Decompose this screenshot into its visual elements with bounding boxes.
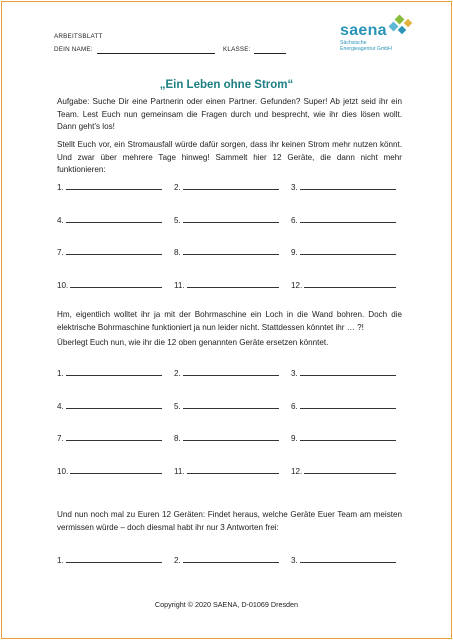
task2-paragraph: Überlegt Euch nun, wie ihr die 12 oben genannten Geräte ersetzen könntet. — [57, 338, 329, 347]
drill-paragraph: Hm, eigentlich wolltet ihr ja mit der Bohrmaschine ein Loch in die Wand bohren. Doch die elektrische Bohrmaschine funktioniert ja nun leider nicht. Stattdessen könntet ihr … ?! — [57, 310, 402, 332]
answer-line[interactable] — [300, 400, 396, 409]
answer-blank[interactable] — [174, 246, 279, 257]
answer-row — [57, 181, 402, 193]
answer-line[interactable] — [300, 432, 396, 441]
answer-blank[interactable] — [174, 465, 279, 476]
answer-number: 7. — [57, 248, 64, 257]
answer-blank[interactable] — [57, 400, 162, 411]
answer-blank[interactable] — [291, 400, 396, 411]
answer-number: 1. — [57, 556, 64, 565]
answer-row — [57, 214, 402, 226]
answer-line[interactable] — [66, 367, 162, 376]
answer-line[interactable] — [300, 246, 396, 255]
worksheet-label: ARBEITSBLATT — [54, 33, 103, 40]
answer-number: 8. — [174, 434, 181, 443]
answer-row — [57, 279, 402, 291]
answer-number: 3. — [291, 369, 298, 378]
answer-blank[interactable] — [57, 465, 162, 476]
logo-wordmark: saena — [340, 22, 387, 39]
logo-square-4 — [398, 26, 406, 34]
answer-line[interactable] — [66, 181, 162, 190]
answer-blank[interactable] — [57, 279, 162, 290]
answer-line[interactable] — [70, 279, 162, 288]
answer-number: 2. — [174, 556, 181, 565]
answer-blank[interactable] — [174, 214, 279, 225]
answer-blank[interactable] — [291, 465, 396, 476]
name-label: DEIN NAME: — [54, 46, 93, 53]
answer-line[interactable] — [66, 246, 162, 255]
answer-number: 11. — [174, 280, 185, 290]
answer-blank[interactable] — [174, 279, 279, 290]
answer-number: 3. — [291, 556, 298, 565]
answer-blank[interactable] — [174, 181, 279, 192]
logo-square-2 — [404, 19, 412, 27]
answer-number: 4. — [57, 401, 64, 411]
answer-line[interactable] — [183, 400, 279, 409]
answer-line[interactable] — [187, 465, 279, 474]
answer-number: 3. — [291, 183, 298, 192]
class-label: KLASSE: — [223, 46, 251, 53]
answer-line[interactable] — [183, 432, 279, 441]
answer-blank[interactable] — [57, 367, 162, 378]
answer-line[interactable] — [304, 465, 396, 474]
answer-number: 9. — [291, 248, 298, 257]
saena-logo — [340, 16, 420, 56]
answer-blank[interactable] — [291, 214, 396, 225]
answer-number: 10. — [57, 280, 69, 290]
answer-line[interactable] — [300, 181, 396, 190]
answer-line[interactable] — [304, 279, 396, 288]
task1-paragraph: Stellt Euch vor, ein Stromausfall würde dafür sorgen, dass ihr keinen Strom mehr nutzen könnt. Und zwar über mehrere Tage hinweg! Sammelt hier 12 Geräte, die dann nicht mehr funktionieren: — [57, 140, 402, 175]
answer-row — [57, 554, 402, 566]
answer-line[interactable] — [300, 554, 396, 563]
answer-blank[interactable] — [57, 432, 162, 443]
answer-blank[interactable] — [57, 214, 162, 225]
answer-blank[interactable] — [291, 554, 396, 565]
answer-blank[interactable] — [57, 181, 162, 192]
worksheet-page — [1, 1, 452, 639]
answer-number: 1. — [57, 183, 64, 192]
answer-line[interactable] — [187, 279, 279, 288]
answer-row — [57, 400, 402, 412]
answer-blank[interactable] — [174, 432, 279, 443]
answer-line[interactable] — [300, 214, 396, 223]
answer-row — [57, 246, 402, 258]
answer-number: 2. — [174, 183, 181, 192]
logo-subtitle-line1: Sächsische — [340, 40, 367, 46]
answer-line[interactable] — [70, 465, 162, 474]
answer-number: 10. — [57, 466, 69, 476]
answer-number: 2. — [174, 369, 181, 378]
logo-square-1 — [395, 15, 405, 25]
class-field-line[interactable] — [254, 53, 286, 54]
answer-blank[interactable] — [291, 181, 396, 192]
answer-number: 4. — [57, 215, 64, 225]
answer-line[interactable] — [183, 246, 279, 255]
answer-blank[interactable] — [174, 367, 279, 378]
answer-number: 11. — [174, 466, 185, 476]
answer-blank[interactable] — [57, 554, 162, 565]
answer-blank[interactable] — [291, 432, 396, 443]
answer-number: 8. — [174, 248, 181, 257]
answer-line[interactable] — [300, 367, 396, 376]
name-field-line[interactable] — [97, 53, 215, 54]
answer-row — [57, 432, 402, 444]
answer-number: 7. — [57, 434, 64, 443]
answer-line[interactable] — [183, 214, 279, 223]
answer-blank[interactable] — [174, 554, 279, 565]
answer-line[interactable] — [66, 400, 162, 409]
task3-paragraph: Und nun noch mal zu Euren 12 Geräten: Findet heraus, welche Geräte Euer Team am meisten vermissen würde – doch diesmal habt ihr nur 3 Antworten frei: — [57, 510, 402, 532]
answer-line[interactable] — [66, 554, 162, 563]
answer-line[interactable] — [66, 432, 162, 441]
answer-line[interactable] — [66, 214, 162, 223]
answer-row — [57, 367, 402, 379]
logo-subtitle-line2: Energieagentur GmbH — [340, 46, 392, 52]
answer-blank[interactable] — [291, 367, 396, 378]
answer-number: 6. — [291, 215, 298, 225]
answer-number: 1. — [57, 369, 64, 378]
answer-line[interactable] — [183, 181, 279, 190]
answer-number: 5. — [174, 401, 181, 411]
answer-blank[interactable] — [291, 279, 396, 290]
logo-squares-icon — [386, 14, 416, 40]
answer-number: 9. — [291, 434, 298, 443]
answer-line[interactable] — [183, 367, 279, 376]
answer-number: 5. — [174, 215, 181, 225]
footer-copyright: Copyright © 2020 SAENA, D-01069 Dresden — [154, 600, 299, 609]
answer-number: 12. — [291, 466, 303, 476]
page-title: „Ein Leben ohne Strom“ — [159, 79, 294, 91]
answer-number: 12. — [291, 280, 303, 290]
answer-blank[interactable] — [57, 246, 162, 257]
intro-paragraph: Aufgabe: Suche Dir eine Partnerin oder einen Partner. Gefunden? Super! Ab jetzt seid ihr ein Team. Lest Euch nun gemeinsam die Fragen durch und besprecht, wie ihr dies lösen wollt. Dann geht’s los! — [57, 97, 402, 132]
logo-square-3 — [389, 22, 399, 32]
answer-blank[interactable] — [291, 246, 396, 257]
answer-row — [57, 465, 402, 477]
answer-line[interactable] — [183, 554, 279, 563]
answer-number: 6. — [291, 401, 298, 411]
answer-blank[interactable] — [174, 400, 279, 411]
